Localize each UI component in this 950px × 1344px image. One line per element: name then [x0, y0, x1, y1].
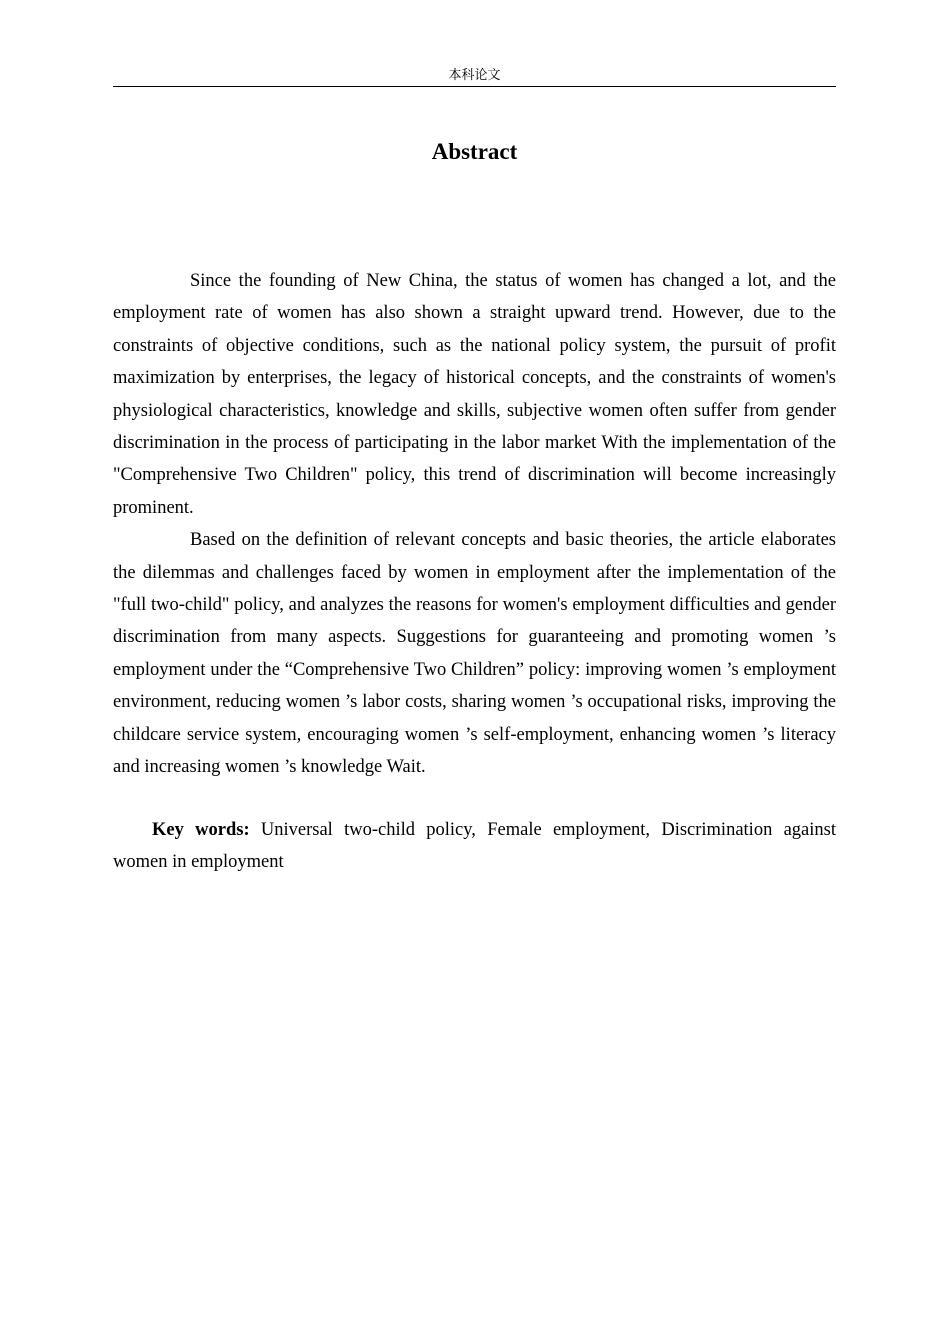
- abstract-title: Abstract: [431, 139, 518, 164]
- keywords-line: [113, 814, 836, 879]
- keywords-label: Key words:: [152, 820, 250, 840]
- keywords-text: Universal two-child policy, Female employment, Discrimination against women in employment: [113, 820, 836, 873]
- running-header: 本科论文: [113, 66, 836, 87]
- abstract-paragraph: Since the founding of New China, the status of women has changed a lot, and the employment rate of women has also shown a straight upward trend. However, due to the constraints of objective conditions, such as the national policy system, the pursuit of profit maximization by enterprises, the legacy of historical concepts, and the constraints of women's physiological characteristics, knowledge and skills, subjective women often suffer from gender discrimination in the process of participating in the labor market With the implementation of the "Comprehensive Two Children" policy, this trend of discrimination will become increasingly prominent.: [113, 271, 836, 518]
- abstract-body: [113, 265, 836, 784]
- abstract-paragraph: Based on the definition of relevant concepts and basic theories, the article elaborates the dilemmas and challenges faced by women in employment after the implementation of the "full two-child" policy, and analyzes the reasons for women's employment difficulties and gender discrimination from many aspects. Suggestions for guaranteeing and promoting women ’s employment under the “Comprehensive Two Children” policy: improving women ’s employment environment, reducing women ’s labor costs, sharing women ’s occupational risks, improving the childcare service system, encouraging women ’s self-employment, enhancing women ’s literacy and increasing women ’s knowledge Wait.: [113, 530, 836, 778]
